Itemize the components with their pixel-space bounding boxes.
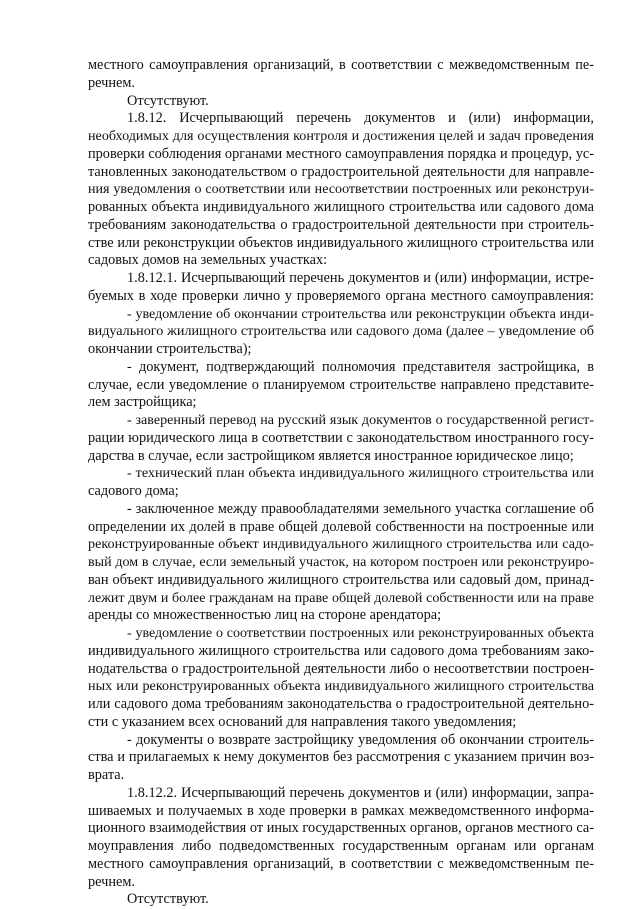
text-line: индивидуального жилищного строительства или садового дома требованиям зако- xyxy=(88,642,594,659)
text-line: врата. xyxy=(88,767,125,783)
text-line: нодательства о градостроительной деятельности либо о несоответствии построен- xyxy=(88,660,594,677)
text-line: - уведомление об окончании строительства или реконструкции объекта инди- xyxy=(127,305,594,322)
text-line: ния уведомления о соответствии или несоответствии построенных или реконструи- xyxy=(88,181,594,198)
text-line: лем застройщика; xyxy=(88,394,197,411)
text-line: случае, если уведомление о планируемом строительстве направлено представите- xyxy=(88,376,594,393)
text-line: 1.8.12.1. Исчерпывающий перечень документов и (или) информации, истре- xyxy=(127,270,594,286)
text-line: требованиям законодательства о градостроительной деятельности при строитель- xyxy=(88,216,594,233)
text-line: - технический план объекта индивидуального жилищного строительства или xyxy=(127,465,594,482)
text-line: ства и прилагаемых к нему документов без рассмотрения с указанием причин воз- xyxy=(88,749,594,766)
text-line: лежит двум и более гражданам на праве общей долевой собственности или на праве xyxy=(88,590,594,606)
text-line: 1.8.12.2. Исчерпывающий перечень документов и (или) информации, запра- xyxy=(127,784,594,801)
text-line: реконструированные объект индивидуального жилищного строительства или садо- xyxy=(88,536,594,553)
text-line: тановленных законодательством о градостроительной деятельности для направле- xyxy=(88,163,594,180)
text-line: - заверенный перевод на русский язык документов о государственной регист- xyxy=(127,412,594,428)
text-line: вый дом в случае, если земельный участок, на котором построен или реконструиро- xyxy=(88,554,594,570)
text-line: моуправления либо подведомственных государственным органам или органам xyxy=(88,838,594,854)
text-line: окончании строительства); xyxy=(88,341,252,357)
document-page xyxy=(88,57,594,909)
text-line: проверки соблюдения органами местного самоуправления порядка и процедур, ус- xyxy=(88,145,594,162)
text-line: Отсутствуют. xyxy=(127,92,209,109)
text-line: сти с указанием всех оснований для направления такого уведомления; xyxy=(88,713,517,730)
text-line: или садового дома требованиям законодательства о градостроительной деятельно- xyxy=(88,696,594,712)
text-line: - уведомление о соответствии построенных или реконструированных объекта xyxy=(127,626,594,641)
text-line: местного самоуправления организаций, в соответствии с межведомственным пе- xyxy=(88,57,594,73)
text-line: видуального жилищного строительства или садового дома (далее – уведомление об xyxy=(88,323,594,340)
text-line: Отсутствуют. xyxy=(127,891,209,908)
text-line: садовых домов на земельных участках: xyxy=(88,252,328,269)
text-line: местного самоуправления организаций, в соответствии с межведомственным пе- xyxy=(88,855,594,872)
text-line: стве или реконструкции объектов индивидуального жилищного строительства или xyxy=(88,234,594,251)
text-line: рованных объекта индивидуального жилищного строительства или садового дома xyxy=(88,199,594,215)
text-line: - документы о возврате застройщику уведомления об окончании строитель- xyxy=(127,731,594,748)
text-line: речнем. xyxy=(88,873,135,890)
text-line: определении их долей в праве общей долевой собственности на построенные или xyxy=(88,518,594,535)
text-line: аренды со множественностью лиц на стороне арендатора; xyxy=(88,607,442,624)
text-line: рации юридического лица в соответствии с законодательством иностранного госу- xyxy=(88,429,594,446)
text-line: необходимых для осуществления контроля и достижения целей и задач проведения xyxy=(88,128,594,144)
text-line: буемых в ходе проверки лично у проверяемого органа местного самоуправления: xyxy=(88,287,594,304)
text-line: ных или реконструированных объекта индивидуального жилищного строительства xyxy=(88,678,594,695)
text-line: ван объект индивидуального жилищного строительства или садовый дом, принад- xyxy=(88,571,594,588)
text-line: садового дома; xyxy=(88,483,179,499)
text-line: ционного взаимодействия от иных государственных органов, органов местного са- xyxy=(88,820,594,837)
text-line: - документ, подтверждающий полномочия представителя застройщика, в xyxy=(127,358,594,375)
text-line: речнем. xyxy=(88,74,135,91)
text-line: шиваемых и получаемых в ходе проверки в рамках межведомственного информа- xyxy=(88,802,594,819)
text-line: 1.8.12. Исчерпывающий перечень документов и (или) информации, xyxy=(127,110,594,127)
text-line: - заключенное между правообладателями земельного участка соглашение об xyxy=(127,500,594,517)
text-line: дарства в случае, если застройщиком является иностранное юридическое лицо; xyxy=(88,447,574,464)
